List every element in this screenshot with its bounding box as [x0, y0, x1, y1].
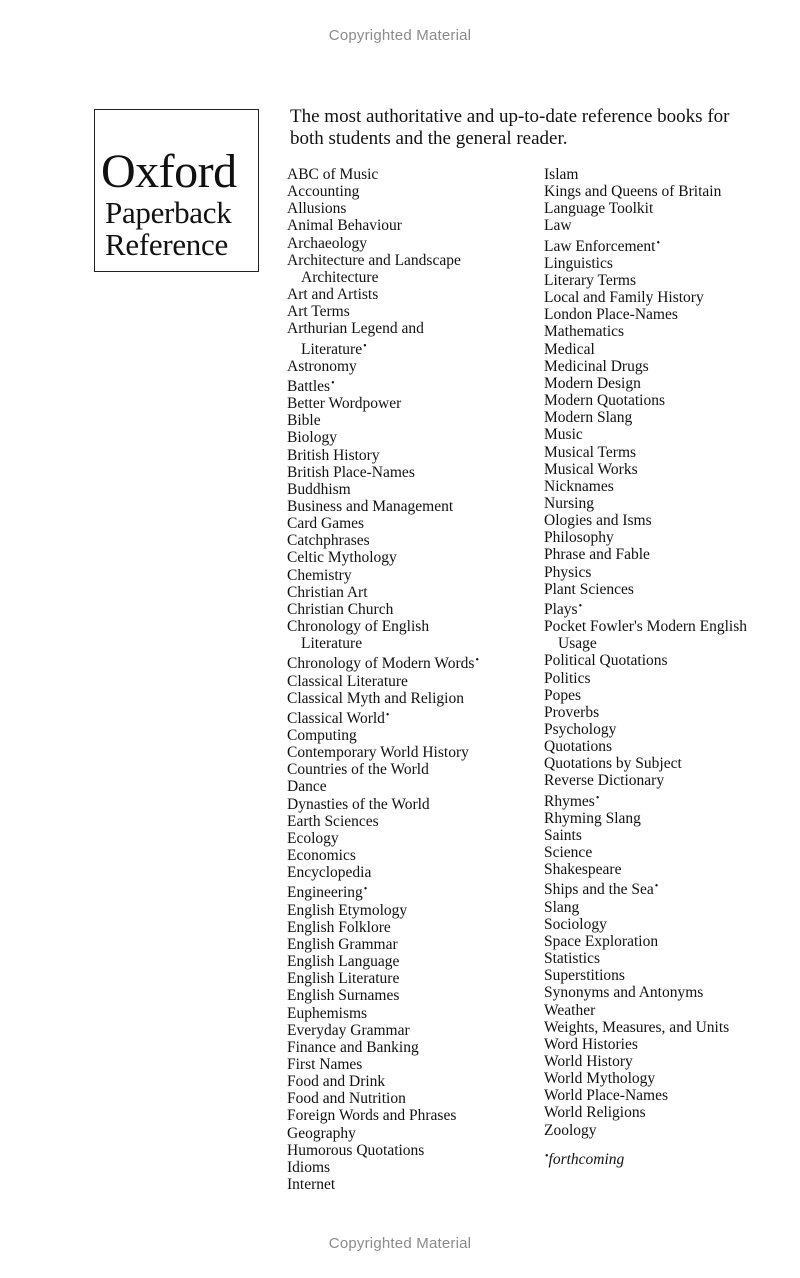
title-text: Weather	[544, 1001, 596, 1019]
title-text: World Religions	[544, 1104, 646, 1122]
title-text: Kings and Queens of Britain	[544, 183, 722, 201]
title-list-left-column	[287, 166, 532, 1193]
title-text: Law	[544, 217, 572, 235]
title-list-item	[544, 1122, 789, 1139]
title-text: Weights, Measures, and Units	[544, 1018, 730, 1036]
title-text: Modern Quotations	[544, 392, 665, 410]
title-text: Philosophy	[544, 529, 614, 547]
title-list-item	[287, 584, 532, 601]
title-list-item	[287, 744, 532, 761]
title-list-item	[287, 235, 532, 252]
title-text: Euphemisms	[287, 1004, 368, 1022]
title-list-item	[544, 1087, 789, 1104]
title-text: Ologies and Isms	[544, 512, 652, 530]
title-list-item	[544, 899, 789, 916]
title-list-item	[287, 1142, 532, 1159]
forthcoming-marker: •	[363, 340, 367, 352]
title-text: Engineering	[287, 884, 363, 902]
title-list-item	[287, 727, 532, 744]
title-text: Food and Drink	[287, 1073, 386, 1091]
title-list-item	[287, 200, 532, 217]
title-text: Biology	[287, 429, 337, 447]
title-list-item	[544, 529, 789, 546]
logo-line-oxford: Oxford	[101, 145, 237, 198]
title-text: Language Toolkit	[544, 200, 654, 218]
title-text: World Place-Names	[544, 1087, 668, 1105]
title-list-item	[287, 1090, 532, 1107]
forthcoming-marker: •	[363, 884, 368, 896]
title-text: Islam	[544, 166, 579, 183]
title-text: Computing	[287, 727, 357, 744]
title-list-item	[287, 618, 532, 652]
title-text: Shakespeare	[544, 861, 622, 879]
title-text: London Place-Names	[544, 306, 678, 324]
title-list-item	[287, 601, 532, 618]
title-text: Chronology of Modern Words	[287, 655, 475, 673]
title-list-item	[544, 670, 789, 687]
title-text: British Place-Names	[287, 463, 415, 481]
title-list-item	[287, 567, 532, 584]
title-list-item	[287, 1039, 532, 1056]
title-list-item	[544, 183, 789, 200]
title-text: Proverbs	[544, 703, 600, 721]
title-list-item	[287, 936, 532, 953]
title-list-item	[287, 953, 532, 970]
title-text: Earth Sciences	[287, 812, 379, 830]
title-text: Battles	[287, 377, 331, 395]
title-text: English Surnames	[287, 987, 400, 1005]
title-text: Buddhism	[287, 480, 351, 498]
title-text: Quotations	[544, 738, 613, 756]
title-list-item	[544, 341, 789, 358]
title-text: Slang	[544, 898, 580, 916]
title-text: Better Wordpower	[287, 395, 402, 413]
title-list-item	[287, 1176, 532, 1193]
title-list-item	[287, 902, 532, 919]
title-list-item	[287, 847, 532, 864]
title-list-item	[544, 546, 789, 563]
title-list-item	[287, 532, 532, 549]
title-text: Accounting	[287, 183, 360, 201]
title-list-item	[544, 704, 789, 721]
title-text: Nicknames	[544, 477, 614, 495]
title-text: Humorous Quotations	[287, 1141, 425, 1159]
title-text: Classical World	[287, 709, 385, 727]
title-text: Medical	[544, 340, 595, 358]
title-text: Ships and the Sea	[544, 881, 654, 899]
title-list-item	[287, 761, 532, 778]
title-list-item	[287, 549, 532, 566]
title-text: Psychology	[544, 721, 617, 738]
title-list-item	[544, 772, 789, 789]
title-text: Superstitions	[544, 967, 625, 985]
title-list-item	[544, 1019, 789, 1036]
forthcoming-marker: •	[656, 237, 660, 249]
title-text: Christian Church	[287, 600, 394, 618]
title-text: Law Enforcement	[544, 237, 656, 255]
intro-text: The most authoritative and up-to-date reference books for both students and the general reader.	[290, 106, 730, 149]
title-text: Musical Terms	[544, 443, 637, 461]
title-list-item	[287, 303, 532, 320]
title-text: Internet	[287, 1176, 336, 1194]
title-text: Celtic Mythology	[287, 549, 397, 567]
title-text: ABC of Music	[287, 166, 379, 183]
title-text: Classical Literature	[287, 672, 408, 690]
title-continuation	[287, 635, 532, 652]
logo-line-paperback: Paperback	[105, 195, 232, 230]
title-list-item	[287, 286, 532, 303]
title-list-item	[287, 481, 532, 498]
title-text: Catchphrases	[287, 532, 370, 550]
title-text: Zoology	[544, 1121, 597, 1139]
title-list-item	[287, 970, 532, 987]
title-list-item	[544, 478, 789, 495]
title-text: Synonyms and Antonyms	[544, 984, 704, 1002]
title-list-item	[287, 320, 532, 357]
title-list-item	[287, 395, 532, 412]
title-list-item	[544, 392, 789, 409]
title-list-item	[544, 1036, 789, 1053]
title-list-item	[544, 235, 789, 255]
title-list-item	[544, 461, 789, 478]
title-text: Popes	[544, 686, 582, 704]
title-text: English Etymology	[287, 901, 408, 919]
title-text: Card Games	[287, 515, 365, 533]
title-list-item	[544, 933, 789, 950]
title-text: Medicinal Drugs	[544, 357, 649, 375]
title-continuation-text: Literature	[301, 635, 363, 653]
title-text: Art Terms	[287, 303, 350, 321]
title-text: Musical Works	[544, 460, 638, 478]
title-text: Local and Family History	[544, 289, 704, 307]
title-list-item	[287, 1073, 532, 1090]
title-list-item	[544, 444, 789, 461]
title-text: Literary Terms	[544, 271, 637, 289]
title-text: Economics	[287, 847, 356, 865]
title-text: Mathematics	[544, 323, 625, 341]
title-list-item	[544, 217, 789, 234]
title-list-item	[287, 358, 532, 375]
title-text: Word Histories	[544, 1035, 638, 1053]
title-text: Allusions	[287, 200, 347, 218]
title-list-item	[544, 861, 789, 878]
title-list-item	[544, 495, 789, 512]
title-list-item	[287, 1005, 532, 1022]
title-list-item	[544, 844, 789, 861]
forthcoming-marker: •	[475, 655, 479, 667]
title-text: Physics	[544, 563, 592, 581]
title-text: British History	[287, 446, 380, 464]
title-list-item	[287, 987, 532, 1004]
title-text: Nursing	[544, 494, 594, 512]
footnote-text: forthcoming	[548, 1151, 625, 1168]
title-list-item	[544, 790, 789, 810]
title-list-item	[287, 498, 532, 515]
title-text: English Grammar	[287, 935, 398, 953]
title-text: Contemporary World History	[287, 744, 469, 762]
title-list-item	[287, 447, 532, 464]
title-list-item	[544, 581, 789, 598]
title-list-item	[544, 618, 789, 652]
title-list-item	[287, 166, 532, 183]
title-list-item	[287, 183, 532, 200]
title-text: Encyclopedia	[287, 864, 372, 882]
title-list-item	[544, 409, 789, 426]
title-list-item	[544, 306, 789, 323]
copyright-watermark-top: Copyrighted Material	[328, 27, 472, 44]
title-list-item	[544, 810, 789, 827]
title-list-item	[287, 1125, 532, 1142]
title-text: Arthurian Legend and	[287, 320, 424, 338]
title-continuation-text: Usage	[558, 635, 597, 653]
title-list-item	[544, 721, 789, 738]
title-text: World History	[544, 1052, 633, 1070]
title-list-item	[287, 830, 532, 847]
forthcoming-marker: •	[385, 709, 390, 721]
title-text: Reverse Dictionary	[544, 772, 665, 790]
title-list-item	[544, 984, 789, 1001]
title-text: Quotations by Subject	[544, 755, 682, 773]
title-text: Business and Management	[287, 497, 454, 515]
title-list-item	[287, 217, 532, 234]
title-list-right-column	[544, 166, 789, 1139]
title-text: Science	[544, 844, 593, 862]
title-list-item	[544, 598, 789, 618]
forthcoming-footnote	[544, 1148, 624, 1169]
title-list-item	[287, 1159, 532, 1176]
oxford-paperback-reference-logo	[94, 109, 259, 272]
title-text: Political Quotations	[544, 652, 668, 670]
title-text: World Mythology	[544, 1070, 656, 1088]
title-text: Christian Art	[287, 583, 368, 601]
title-text: Plays	[544, 600, 578, 618]
title-list-item	[287, 864, 532, 881]
title-list-item	[544, 358, 789, 375]
title-text: Plant Sciences	[544, 580, 634, 598]
title-text: Rhymes	[544, 792, 595, 810]
title-text: Ecology	[287, 829, 339, 847]
title-text: Dynasties of the World	[287, 795, 430, 813]
title-list-item	[287, 881, 532, 901]
title-text: Music	[544, 426, 583, 444]
title-list-item	[544, 1070, 789, 1087]
title-list-item	[544, 564, 789, 581]
title-list-item	[287, 412, 532, 429]
title-list-item	[287, 673, 532, 690]
title-text: Architecture and Landscape	[287, 251, 461, 269]
title-text: Pocket Fowler's Modern English	[544, 618, 747, 636]
title-list-item	[544, 272, 789, 289]
title-list-item	[544, 916, 789, 933]
title-text: Modern Slang	[544, 409, 633, 427]
title-list-item	[544, 289, 789, 306]
title-text: Rhyming Slang	[544, 809, 641, 827]
title-text: Geography	[287, 1124, 356, 1142]
title-list-item	[287, 919, 532, 936]
title-text: Finance and Banking	[287, 1038, 419, 1056]
title-list-item	[544, 878, 789, 898]
title-text: Dance	[287, 778, 327, 796]
title-text: Food and Nutrition	[287, 1090, 406, 1108]
title-continuation-text: Architecture	[301, 268, 379, 286]
forthcoming-marker: •	[578, 600, 583, 612]
title-text: English Language	[287, 953, 400, 971]
title-list-item	[544, 687, 789, 704]
title-list-item	[287, 252, 532, 286]
forthcoming-marker: •	[331, 377, 335, 389]
title-text: Idioms	[287, 1158, 331, 1176]
title-list-item	[544, 1053, 789, 1070]
title-text: Countries of the World	[287, 761, 429, 779]
title-list-item	[544, 323, 789, 340]
title-text: Foreign Words and Phrases	[287, 1107, 457, 1125]
title-text: Linguistics	[544, 254, 613, 272]
title-text: Chronology of English	[287, 618, 430, 636]
title-list-item	[544, 426, 789, 443]
title-text: Art and Artists	[287, 286, 379, 304]
title-text: English Folklore	[287, 918, 391, 936]
forthcoming-marker: •	[654, 881, 659, 893]
title-list-item	[287, 1056, 532, 1073]
title-text: Statistics	[544, 950, 600, 968]
title-text: Everyday Grammar	[287, 1021, 410, 1039]
title-text: Phrase and Fable	[544, 546, 650, 564]
title-continuation	[287, 269, 532, 286]
title-list-item	[287, 707, 532, 727]
title-list-item	[287, 515, 532, 532]
title-text: Classical Myth and Religion	[287, 689, 464, 707]
title-list-item	[544, 200, 789, 217]
title-list-item	[544, 1104, 789, 1121]
title-continuation-text: Literature	[301, 340, 363, 358]
title-continuation	[287, 338, 532, 358]
title-list-item	[287, 813, 532, 830]
title-list-item	[544, 512, 789, 529]
title-text: Astronomy	[287, 357, 357, 375]
title-text: Politics	[544, 669, 591, 687]
title-list-item	[544, 967, 789, 984]
title-text: Space Exploration	[544, 932, 659, 950]
title-text: Bible	[287, 412, 321, 430]
title-list-item	[544, 375, 789, 392]
title-text: English Literature	[287, 970, 400, 988]
title-text: Chemistry	[287, 566, 352, 584]
forthcoming-marker: •	[595, 792, 600, 804]
title-list-item	[287, 778, 532, 795]
title-list-item	[544, 738, 789, 755]
title-list-item	[544, 255, 789, 272]
title-list-item	[287, 464, 532, 481]
title-list-item	[544, 1002, 789, 1019]
title-list-item	[287, 796, 532, 813]
title-list-item	[544, 827, 789, 844]
title-text: Modern Design	[544, 374, 641, 392]
title-list-item	[287, 1022, 532, 1039]
title-list-item	[287, 1107, 532, 1124]
title-list-item	[544, 652, 789, 669]
title-list-item	[544, 755, 789, 772]
title-text: Sociology	[544, 915, 607, 933]
title-text: Saints	[544, 826, 582, 844]
logo-line-reference: Reference	[105, 227, 228, 262]
title-list-item	[287, 429, 532, 446]
forthcoming-marker: •	[545, 1151, 549, 1162]
title-list-item	[287, 690, 532, 707]
title-text: First Names	[287, 1055, 363, 1073]
title-list-item	[544, 166, 789, 183]
title-text: Animal Behaviour	[287, 217, 402, 235]
title-continuation	[544, 635, 789, 652]
title-list-item	[287, 652, 532, 672]
title-text: Archaeology	[287, 234, 368, 252]
title-list-item	[544, 950, 789, 967]
copyright-watermark-bottom: Copyrighted Material	[328, 1235, 472, 1252]
title-list-item	[287, 375, 532, 395]
